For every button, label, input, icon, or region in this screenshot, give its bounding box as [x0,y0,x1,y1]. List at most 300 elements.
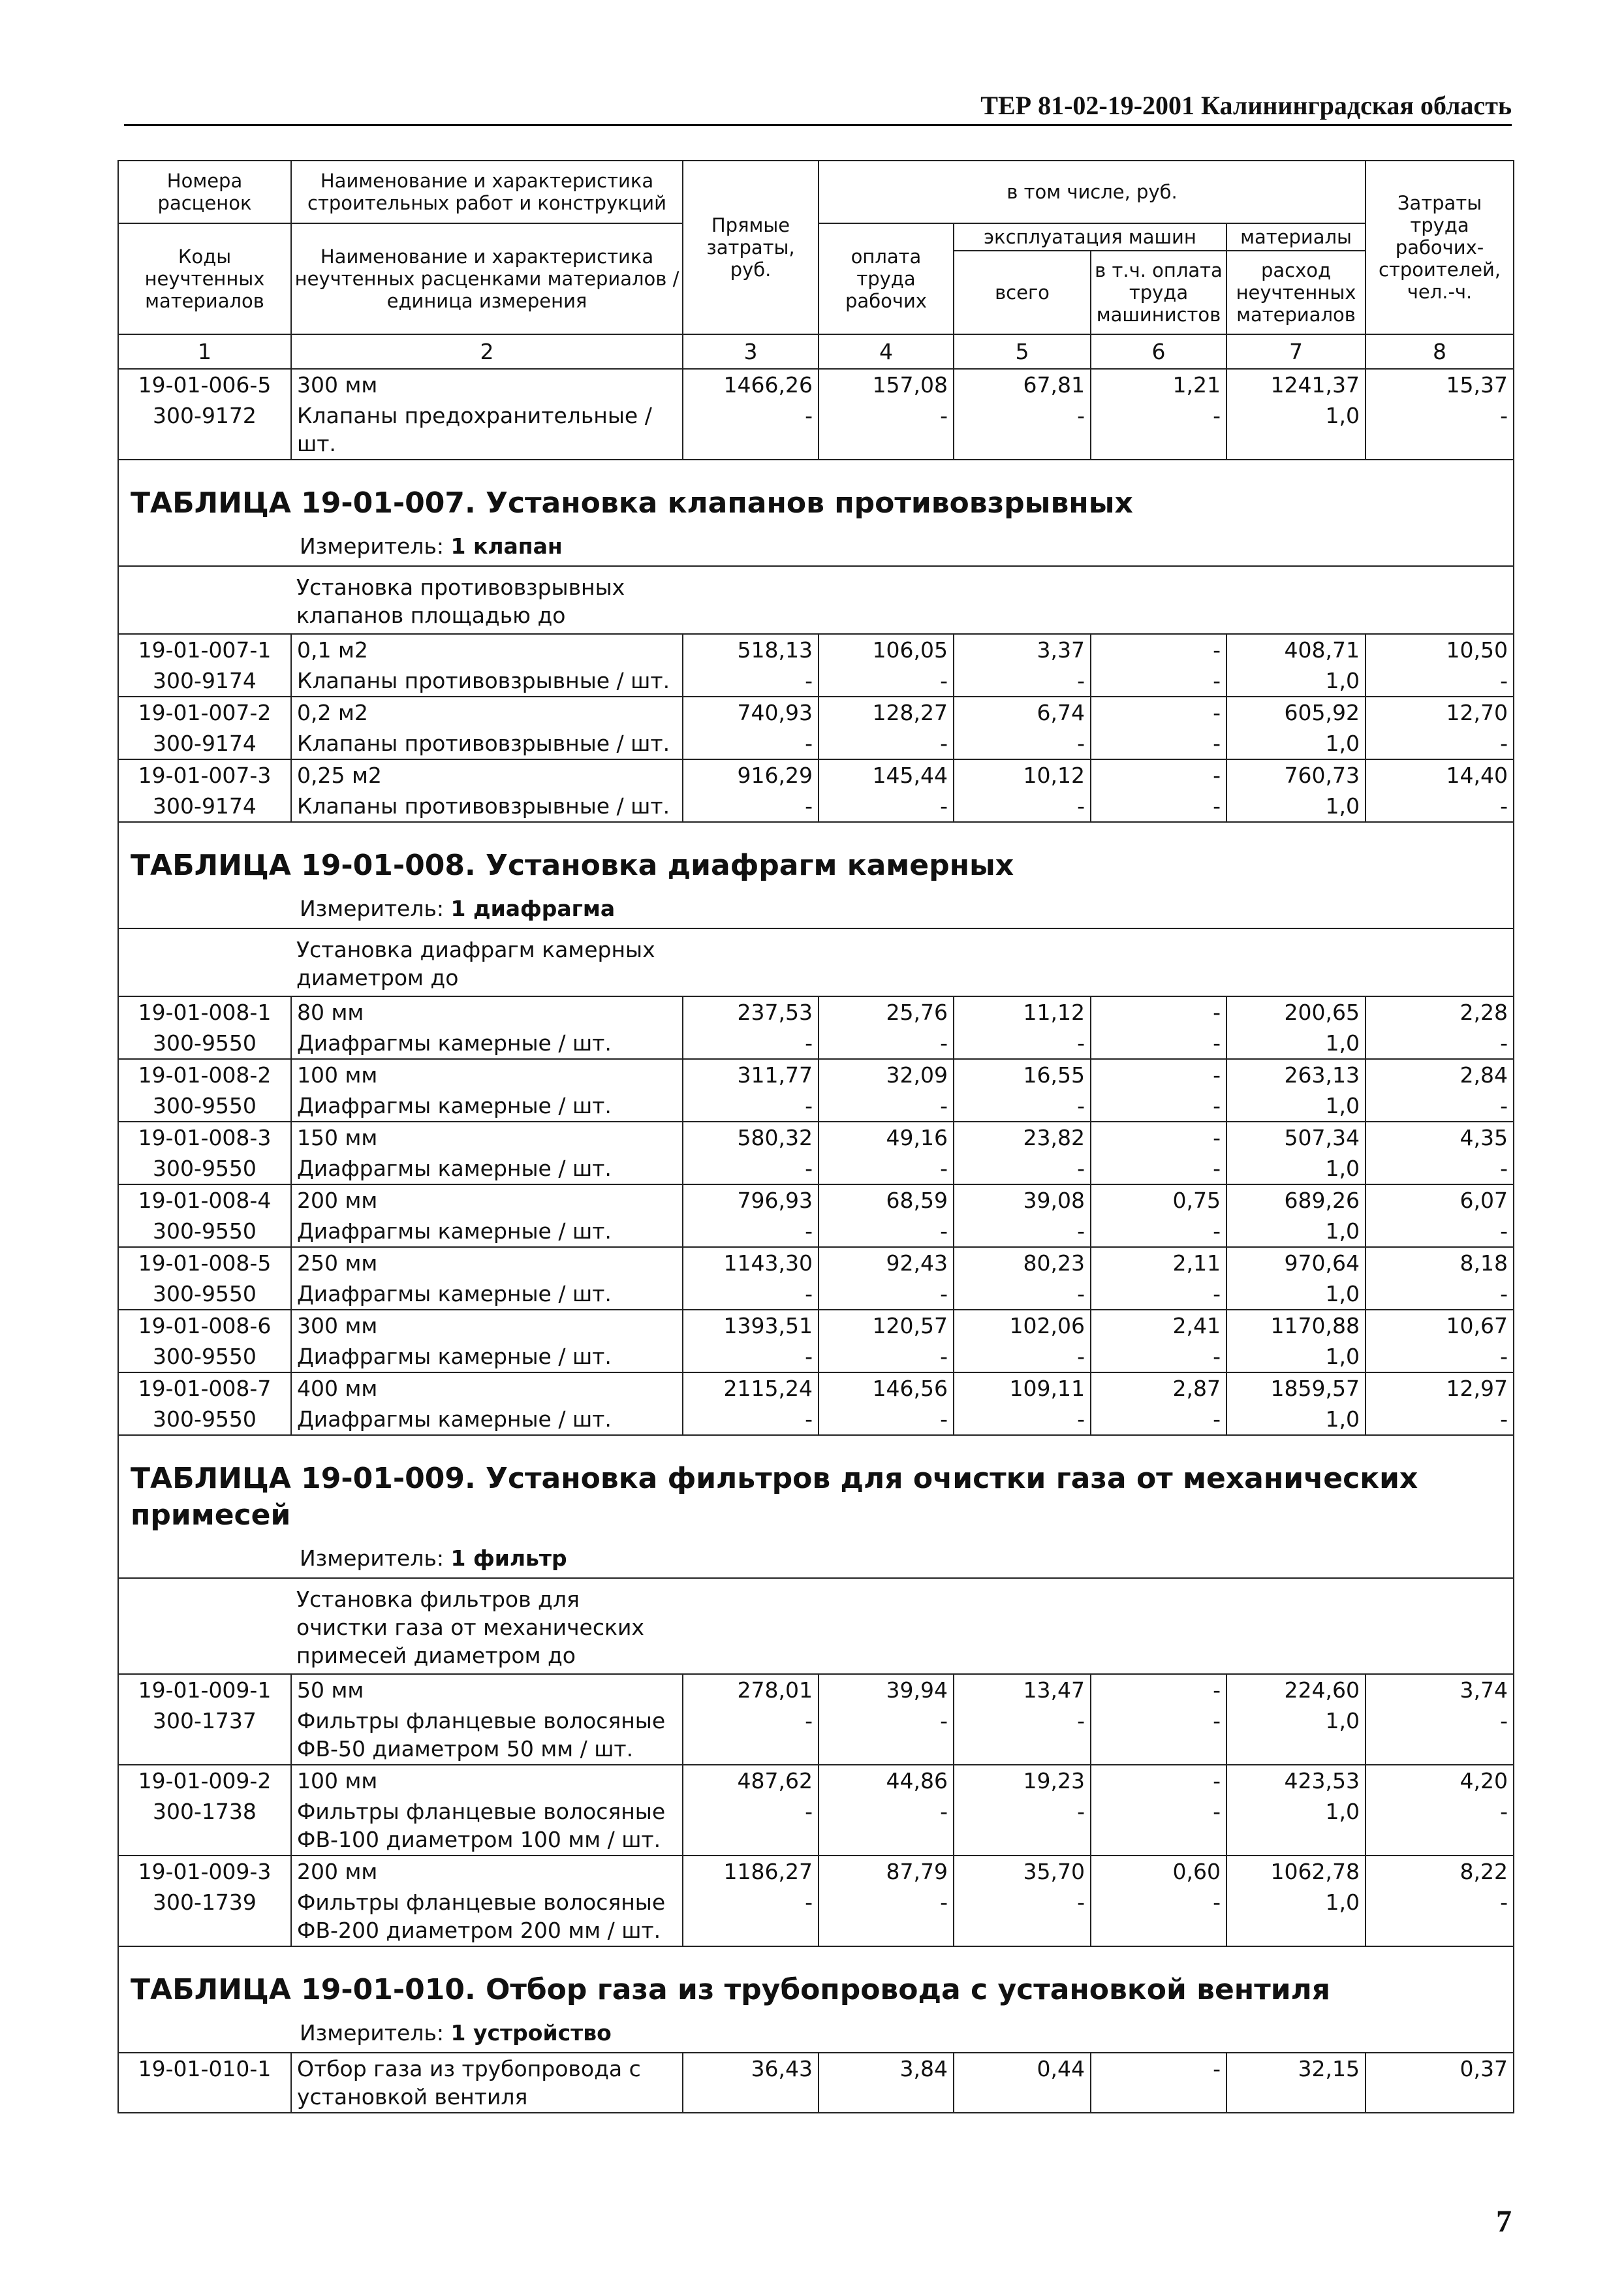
rate-value: - [819,1796,954,1856]
rate-value: - [819,400,954,460]
rate-value: 120,57 [819,1310,954,1341]
rate-value: 10,50 [1366,634,1514,665]
rate-value: - [1366,791,1514,822]
rate-name: 150 мм [291,1122,683,1153]
rate-value: - [683,1153,819,1184]
rate-value: 1,0 [1226,1028,1366,1059]
rate-value: - [954,1028,1091,1059]
rate-value: - [954,665,1091,697]
rate-value: - [954,1153,1091,1184]
rate-value: 1,0 [1226,1153,1366,1184]
material-row [118,1705,1514,1765]
rate-value: - [1091,1341,1226,1372]
material-row [118,665,1514,697]
rate-value: 6,74 [954,697,1091,728]
table-row [118,1674,1514,1705]
rate-value: - [683,1887,819,1946]
rate-value: 580,32 [683,1122,819,1153]
description-row [118,1578,1514,1674]
rate-value: 237,53 [683,996,819,1028]
table-row [118,1310,1514,1341]
rate-value: 87,79 [819,1856,954,1887]
rate-value: 970,64 [1226,1247,1366,1278]
rate-value: 8,18 [1366,1247,1514,1278]
rate-value: - [819,1705,954,1765]
rate-name: 400 мм [291,1372,683,1404]
material-row [118,791,1514,822]
rate-value: - [954,1887,1091,1946]
rate-value: 1,0 [1226,1887,1366,1946]
rate-code: 19-01-008-6 [118,1310,291,1341]
col-labor-costs: Затраты труда рабочих-строителей, чел.-ч. [1366,161,1514,334]
column-number: 3 [683,334,819,369]
rate-value: 740,93 [683,697,819,728]
rate-value: - [1091,1765,1226,1796]
rate-value: 4,20 [1366,1765,1514,1796]
rate-value: 2,41 [1091,1310,1226,1341]
col-work-name: Наименование и характеристика строительных работ и конструкций [291,161,683,223]
rate-name: 100 мм [291,1765,683,1796]
col-material-name: Наименование и характеристика неучтенных расценками материалов / единица измерения [291,223,683,334]
rate-value: 0,44 [954,2053,1091,2113]
rate-value: - [683,400,819,460]
rate-name: Клапаны противовзрывные / шт. [291,728,683,759]
rate-name: Фильтры фланцевые волосяные ФВ-100 диаметром 100 мм / шт. [291,1796,683,1856]
col-including: в том числе, руб. [819,161,1366,223]
table-row [118,2053,1514,2113]
rate-value: 518,13 [683,634,819,665]
column-number: 2 [291,334,683,369]
section-title-row [118,1946,1514,2015]
rate-code: 19-01-007-1 [118,634,291,665]
rate-value: - [1091,665,1226,697]
rate-value: - [819,1090,954,1122]
rate-name: 0,1 м2 [291,634,683,665]
rate-value: 1,0 [1226,1705,1366,1765]
measure-label: Измеритель: [300,896,445,921]
column-number: 4 [819,334,954,369]
rate-name: Фильтры фланцевые волосяные ФВ-50 диаметром 50 мм / шт. [291,1705,683,1765]
rate-value: - [819,665,954,697]
table-header [118,161,1514,369]
column-number: 5 [954,334,1091,369]
rate-value: 10,12 [954,759,1091,791]
material-row [118,1887,1514,1946]
rate-value: 507,34 [1226,1122,1366,1153]
rate-name: 50 мм [291,1674,683,1705]
table-row [118,996,1514,1028]
rate-value: - [954,1216,1091,1247]
rate-code: 300-9174 [118,665,291,697]
rate-value: 3,74 [1366,1674,1514,1705]
rate-value: - [954,1278,1091,1310]
rate-name: Клапаны противовзрывные / шт. [291,791,683,822]
table-row [118,1184,1514,1216]
column-number: 7 [1226,334,1366,369]
rate-value: - [1091,1796,1226,1856]
rate-value: 2115,24 [683,1372,819,1404]
rate-value: 44,86 [819,1765,954,1796]
rate-value: 1466,26 [683,369,819,400]
rate-value: - [1366,1887,1514,1946]
rate-value: 19,23 [954,1765,1091,1796]
rate-code: 19-01-006-5 [118,369,291,400]
material-row [118,1090,1514,1122]
table-row [118,1765,1514,1796]
section-title [118,822,1514,891]
col-materials: материалы [1226,223,1366,251]
table-title: ТАБЛИЦА 19-01-008. Установка диафрагм камерных [131,849,1014,882]
measure-row [118,891,1514,928]
rate-value: - [1091,1122,1226,1153]
table-row [118,697,1514,728]
rate-value: 15,37 [1366,369,1514,400]
rate-value: 796,93 [683,1184,819,1216]
rate-value: 278,01 [683,1674,819,1705]
rate-value: - [683,1216,819,1247]
rate-value: - [1091,1705,1226,1765]
rate-value: 2,11 [1091,1247,1226,1278]
measure [118,528,1514,566]
rate-name: Диафрагмы камерные / шт. [291,1216,683,1247]
rate-value: - [819,1028,954,1059]
col-rate-numbers: Номера расценок [118,161,291,223]
rate-value: 3,37 [954,634,1091,665]
rate-name: Диафрагмы камерные / шт. [291,1341,683,1372]
rate-name: Диафрагмы камерные / шт. [291,1153,683,1184]
rate-value: - [819,1153,954,1184]
material-row [118,1404,1514,1435]
rate-value: - [1091,1278,1226,1310]
rate-value: - [1366,1028,1514,1059]
rate-name: 200 мм [291,1184,683,1216]
page-number: 7 [1496,2204,1512,2239]
rate-value: 0,37 [1366,2053,1514,2113]
rate-name: Диафрагмы камерные / шт. [291,1278,683,1310]
rate-code: 19-01-008-2 [118,1059,291,1090]
rate-code: 300-9550 [118,1090,291,1122]
rate-value: - [1091,697,1226,728]
rate-value: - [1091,791,1226,822]
rate-value: - [954,1404,1091,1435]
rate-value: - [819,1341,954,1372]
rate-value: - [1366,728,1514,759]
section-title [118,1435,1514,1540]
rate-value: 1,0 [1226,400,1366,460]
rate-value: - [1091,1216,1226,1247]
rate-value: - [1366,1796,1514,1856]
rate-name: 100 мм [291,1059,683,1090]
rate-name: Клапаны противовзрывные / шт. [291,665,683,697]
rate-value: - [1366,665,1514,697]
rate-value: - [1366,1153,1514,1184]
description-spacer [118,928,291,996]
rate-value: - [1091,1153,1226,1184]
rate-value: - [954,1796,1091,1856]
work-description [291,928,1514,996]
rate-value: - [954,728,1091,759]
rate-value: 423,53 [1226,1765,1366,1796]
rate-value: 760,73 [1226,759,1366,791]
rate-code: 300-9550 [118,1028,291,1059]
col-incl-operators: в т.ч. оплата труда машинистов [1091,251,1226,334]
rate-value: - [1366,1090,1514,1122]
rate-value: 1,0 [1226,1341,1366,1372]
rate-value: - [1366,1705,1514,1765]
rate-code: 300-9550 [118,1278,291,1310]
rate-value: - [1091,1028,1226,1059]
rate-value: - [1366,1341,1514,1372]
rate-value: 106,05 [819,634,954,665]
col-worker-pay: оплата труда рабочих [819,223,954,334]
rate-value: 224,60 [1226,1674,1366,1705]
rate-name: Фильтры фланцевые волосяные ФВ-200 диаметром 200 мм / шт. [291,1887,683,1946]
section-title [118,460,1514,528]
header-rule [124,124,1512,126]
measure [118,1540,1514,1578]
rate-name: Диафрагмы камерные / шт. [291,1404,683,1435]
rate-value: - [683,728,819,759]
material-row [118,728,1514,759]
measure-value: 1 клапан [450,533,563,559]
rate-value: - [954,1090,1091,1122]
column-number: 8 [1366,334,1514,369]
rate-value: 67,81 [954,369,1091,400]
rate-value: 1241,37 [1226,369,1366,400]
description-row [118,928,1514,996]
work-description [291,1578,1514,1674]
rate-code: 19-01-008-7 [118,1372,291,1404]
rate-value: - [819,1404,954,1435]
rate-value: - [1091,400,1226,460]
rate-value: - [683,791,819,822]
rate-value: 35,70 [954,1856,1091,1887]
work-description-text: Установка противовзрывных клапанов площадью до [296,575,625,628]
section-title-row [118,1435,1514,1540]
rate-value: 92,43 [819,1247,954,1278]
rate-code: 19-01-008-4 [118,1184,291,1216]
table-title: ТАБЛИЦА 19-01-009. Установка фильтров для очистки газа от механических примесей [131,1462,1418,1532]
material-row [118,1028,1514,1059]
rate-value: - [1091,728,1226,759]
measure-label: Измеритель: [300,1545,445,1571]
measure-value: 1 фильтр [450,1545,567,1571]
rate-name: 300 мм [291,369,683,400]
measure-value: 1 устройство [450,2020,612,2046]
work-description-text: Установка диафрагм камерных диаметром до [296,937,655,990]
measure-row [118,2015,1514,2053]
table-row [118,400,1514,460]
rate-code: 19-01-009-2 [118,1765,291,1796]
rate-code: 19-01-008-5 [118,1247,291,1278]
rate-value: - [683,1090,819,1122]
col-material-codes: Коды неучтенных материалов [118,223,291,334]
measure-label: Измеритель: [300,2020,445,2046]
description-row [118,566,1514,634]
rate-value: - [1091,1404,1226,1435]
rate-code: 300-1739 [118,1887,291,1946]
rate-value: 1,0 [1226,1404,1366,1435]
measure-value: 1 диафрагма [450,896,616,921]
rate-value: 1,0 [1226,791,1366,822]
rate-value: 263,13 [1226,1059,1366,1090]
rate-value: - [683,1341,819,1372]
rate-value: 1,0 [1226,1278,1366,1310]
rate-value: 13,47 [954,1674,1091,1705]
rate-value: 128,27 [819,697,954,728]
material-row [118,1278,1514,1310]
rate-code: 300-1737 [118,1705,291,1765]
section-title [118,1946,1514,2015]
rate-value: 25,76 [819,996,954,1028]
rate-value: 39,94 [819,1674,954,1705]
col-direct-costs: Прямые затраты, руб. [683,161,819,334]
col-machine-ops: эксплуатация машин [954,223,1226,251]
document-header-title: ТЕР 81-02-19-2001 Калининградская область [980,91,1512,120]
rate-name: 250 мм [291,1247,683,1278]
col-material-use: расход неучтенных материалов [1226,251,1366,334]
rate-value: 916,29 [683,759,819,791]
rate-value: 408,71 [1226,634,1366,665]
rate-code: 300-9174 [118,791,291,822]
rate-value: 1393,51 [683,1310,819,1341]
measure [118,2015,1514,2053]
rate-value: 200,65 [1226,996,1366,1028]
rate-code: 300-9172 [118,400,291,460]
rate-value: 12,97 [1366,1372,1514,1404]
rate-code: 19-01-009-1 [118,1674,291,1705]
table-title: ТАБЛИЦА 19-01-007. Установка клапанов противовзрывных [131,486,1133,520]
rate-value: 14,40 [1366,759,1514,791]
rate-code: 300-9550 [118,1153,291,1184]
rate-value: 12,70 [1366,697,1514,728]
rate-value: 2,87 [1091,1372,1226,1404]
rate-name: Диафрагмы камерные / шт. [291,1090,683,1122]
rate-code: 19-01-007-3 [118,759,291,791]
rate-code: 19-01-010-1 [118,2053,291,2113]
rate-value: 1,0 [1226,1090,1366,1122]
rate-name: 200 мм [291,1856,683,1887]
rate-value: - [1091,1674,1226,1705]
rate-value: - [1091,996,1226,1028]
rate-value: - [819,1887,954,1946]
rate-value: - [1091,1090,1226,1122]
rate-code: 300-9550 [118,1341,291,1372]
rate-name: 0,2 м2 [291,697,683,728]
rate-value: - [1091,1059,1226,1090]
col-total: всего [954,251,1091,334]
rate-value: 8,22 [1366,1856,1514,1887]
rate-value: 68,59 [819,1184,954,1216]
rate-value: - [683,1404,819,1435]
rate-value: - [1366,400,1514,460]
rate-name: Диафрагмы камерные / шт. [291,1028,683,1059]
rate-value: - [1091,1887,1226,1946]
rate-value: - [954,400,1091,460]
rate-value: - [1091,634,1226,665]
rate-value: 36,43 [683,2053,819,2113]
measure-row [118,528,1514,566]
material-row [118,1341,1514,1372]
section-title-row [118,822,1514,891]
rate-value: - [819,791,954,822]
material-row [118,1796,1514,1856]
measure [118,891,1514,928]
rate-value: 689,26 [1226,1184,1366,1216]
rate-name: Отбор газа из трубопровода с установкой вентиля [291,2053,683,2113]
rates-table [117,160,1514,2113]
rate-value: - [819,1278,954,1310]
rate-value: 80,23 [954,1247,1091,1278]
rate-value: - [1091,2053,1226,2113]
work-description-text: Установка фильтров для очистки газа от механических примесей диаметром до [296,1587,644,1668]
column-number-row [118,334,1514,369]
rate-code: 19-01-008-3 [118,1122,291,1153]
table-row [118,1372,1514,1404]
rate-value: 39,08 [954,1184,1091,1216]
rate-name: 0,25 м2 [291,759,683,791]
table-row [118,634,1514,665]
rate-value: - [819,728,954,759]
rate-value: 102,06 [954,1310,1091,1341]
measure-row [118,1540,1514,1578]
rate-value: 4,35 [1366,1122,1514,1153]
rate-value: - [683,665,819,697]
rate-name: 300 мм [291,1310,683,1341]
rate-value: 157,08 [819,369,954,400]
rate-name: Клапаны предохранительные / шт. [291,400,683,460]
rate-value: - [954,1341,1091,1372]
rate-value: - [954,1705,1091,1765]
rate-value: 145,44 [819,759,954,791]
material-row [118,1153,1514,1184]
rate-value: - [683,1705,819,1765]
description-spacer [118,1578,291,1674]
rate-name: 80 мм [291,996,683,1028]
section-title-row [118,460,1514,528]
rate-value: 1,0 [1226,1796,1366,1856]
rate-value: 23,82 [954,1122,1091,1153]
rate-value: 2,28 [1366,996,1514,1028]
rate-value: 1143,30 [683,1247,819,1278]
rate-value: - [683,1028,819,1059]
rate-code: 19-01-007-2 [118,697,291,728]
rate-code: 19-01-009-3 [118,1856,291,1887]
rate-value: - [1091,759,1226,791]
table-row [118,759,1514,791]
rate-value: - [819,1216,954,1247]
table-row [118,1856,1514,1887]
rate-code: 19-01-008-1 [118,996,291,1028]
material-row [118,1216,1514,1247]
rate-value: 605,92 [1226,697,1366,728]
rate-code: 300-9550 [118,1404,291,1435]
rate-value: 10,67 [1366,1310,1514,1341]
rate-value: 6,07 [1366,1184,1514,1216]
column-number: 1 [118,334,291,369]
rate-value: 1170,88 [1226,1310,1366,1341]
rate-value: 1,21 [1091,369,1226,400]
work-description [291,566,1514,634]
rate-value: 311,77 [683,1059,819,1090]
rate-value: - [683,1278,819,1310]
rate-value: 49,16 [819,1122,954,1153]
rate-value: 487,62 [683,1765,819,1796]
rate-value: 2,84 [1366,1059,1514,1090]
rate-value: - [1366,1404,1514,1435]
rate-value: 1186,27 [683,1856,819,1887]
rate-value: - [1366,1278,1514,1310]
